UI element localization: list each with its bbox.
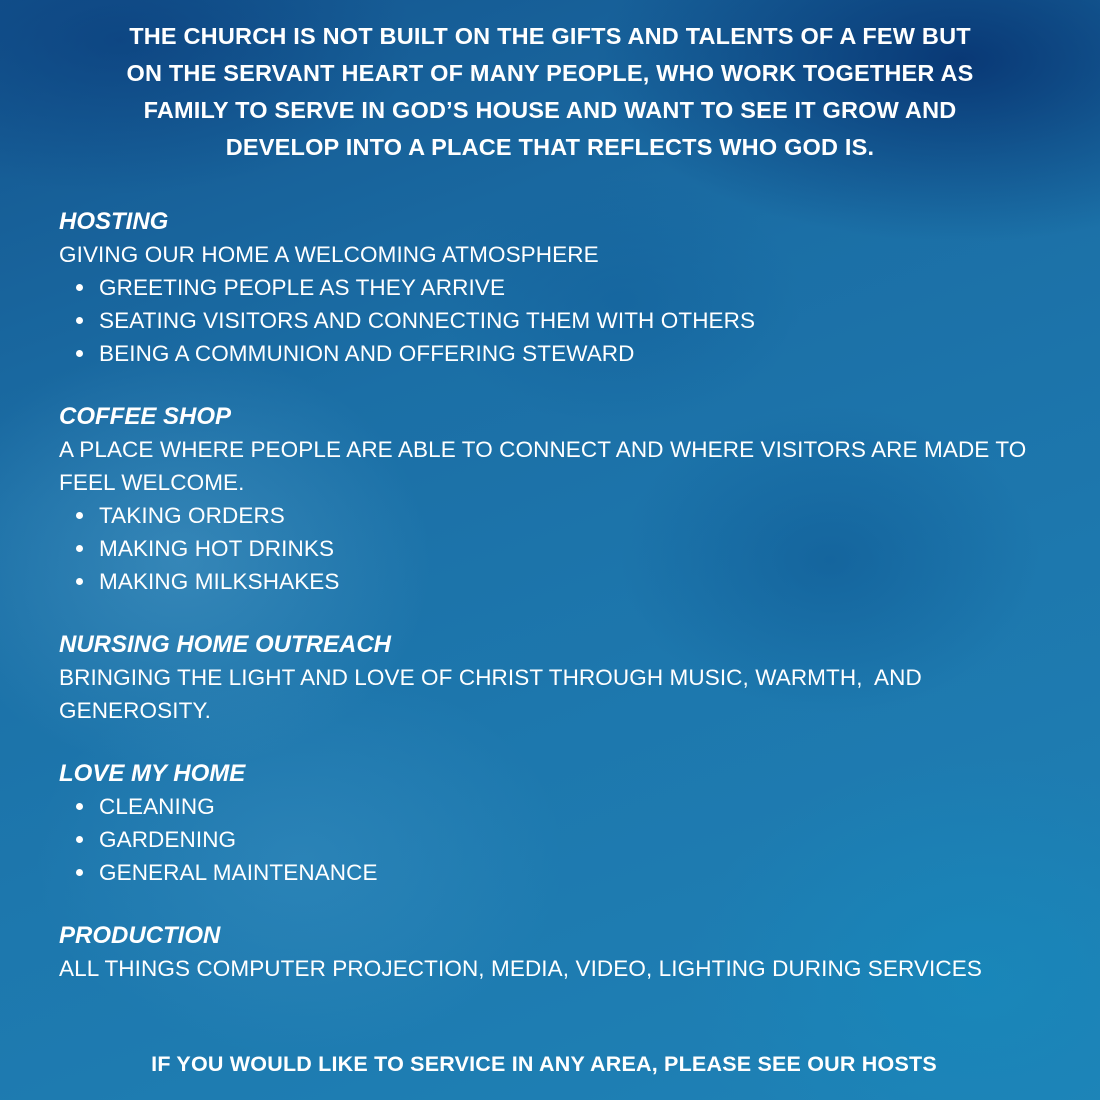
bullet-icon — [76, 317, 83, 324]
task-label: CLEANING — [99, 794, 215, 819]
task-item — [59, 532, 1059, 565]
task-list — [59, 790, 1059, 889]
ministry-list — [59, 205, 1059, 1015]
task-label: MAKING HOT DRINKS — [99, 536, 335, 561]
task-item — [59, 271, 1059, 304]
task-label: BEING A COMMUNION AND OFFERING STEWARD — [99, 341, 635, 366]
section-title: LOVE MY HOME — [59, 760, 246, 787]
section-title: PRODUCTION — [59, 922, 221, 949]
call-to-action: IF YOU WOULD LIKE TO SERVICE IN ANY AREA, PLEASE SEE OUR HOSTS — [151, 1052, 937, 1076]
intro-statement — [60, 18, 1040, 166]
bullet-icon — [76, 545, 83, 552]
bullet-icon — [76, 803, 83, 810]
bullet-icon — [76, 512, 83, 519]
section-title: NURSING HOME OUTREACH — [59, 631, 392, 658]
section-production — [59, 919, 1059, 985]
task-item — [59, 337, 1059, 370]
intro-line: DEVELOP INTO A PLACE THAT REFLECTS WHO GOD IS. — [225, 134, 875, 160]
bullet-icon — [76, 578, 83, 585]
task-list — [59, 499, 1059, 598]
bullet-icon — [76, 284, 83, 291]
task-item — [59, 823, 1059, 856]
task-list — [59, 271, 1059, 370]
task-item — [59, 565, 1059, 598]
bullet-icon — [76, 350, 83, 357]
section-description: ALL THINGS COMPUTER PROJECTION, MEDIA, VIDEO, LIGHTING DURING SERVICES — [59, 956, 982, 981]
task-item — [59, 304, 1059, 337]
section-description: A PLACE WHERE PEOPLE ARE ABLE TO CONNECT AND WHERE VISITORS ARE MADE TO FEEL WELCOME. — [59, 437, 1027, 495]
bullet-icon — [76, 836, 83, 843]
task-label: SEATING VISITORS AND CONNECTING THEM WITH OTHERS — [99, 308, 756, 333]
task-item — [59, 790, 1059, 823]
task-label: GREETING PEOPLE AS THEY ARRIVE — [99, 275, 506, 300]
task-label: TAKING ORDERS — [99, 503, 285, 528]
section-description: BRINGING THE LIGHT AND LOVE OF CHRIST THROUGH MUSIC, WARMTH, AND GENEROSITY. — [59, 665, 929, 723]
section-nursing-home-outreach — [59, 628, 1059, 727]
section-title: HOSTING — [59, 208, 169, 235]
section-hosting — [59, 205, 1059, 370]
section-title: COFFEE SHOP — [59, 403, 232, 430]
task-label: GENERAL MAINTENANCE — [99, 860, 378, 885]
intro-line: ON THE SERVANT HEART OF MANY PEOPLE, WHO WORK TOGETHER AS — [126, 60, 974, 86]
task-item — [59, 856, 1059, 889]
section-love-my-home — [59, 757, 1059, 889]
bullet-icon — [76, 869, 83, 876]
section-coffee-shop — [59, 400, 1059, 598]
task-label: MAKING MILKSHAKES — [99, 569, 340, 594]
task-label: GARDENING — [99, 827, 237, 852]
section-description: GIVING OUR HOME A WELCOMING ATMOSPHERE — [59, 242, 599, 267]
task-item — [59, 499, 1059, 532]
intro-line: FAMILY TO SERVE IN GOD’S HOUSE AND WANT TO SEE IT GROW AND — [143, 97, 957, 123]
intro-line: THE CHURCH IS NOT BUILT ON THE GIFTS AND TALENTS OF A FEW BUT — [129, 23, 971, 49]
